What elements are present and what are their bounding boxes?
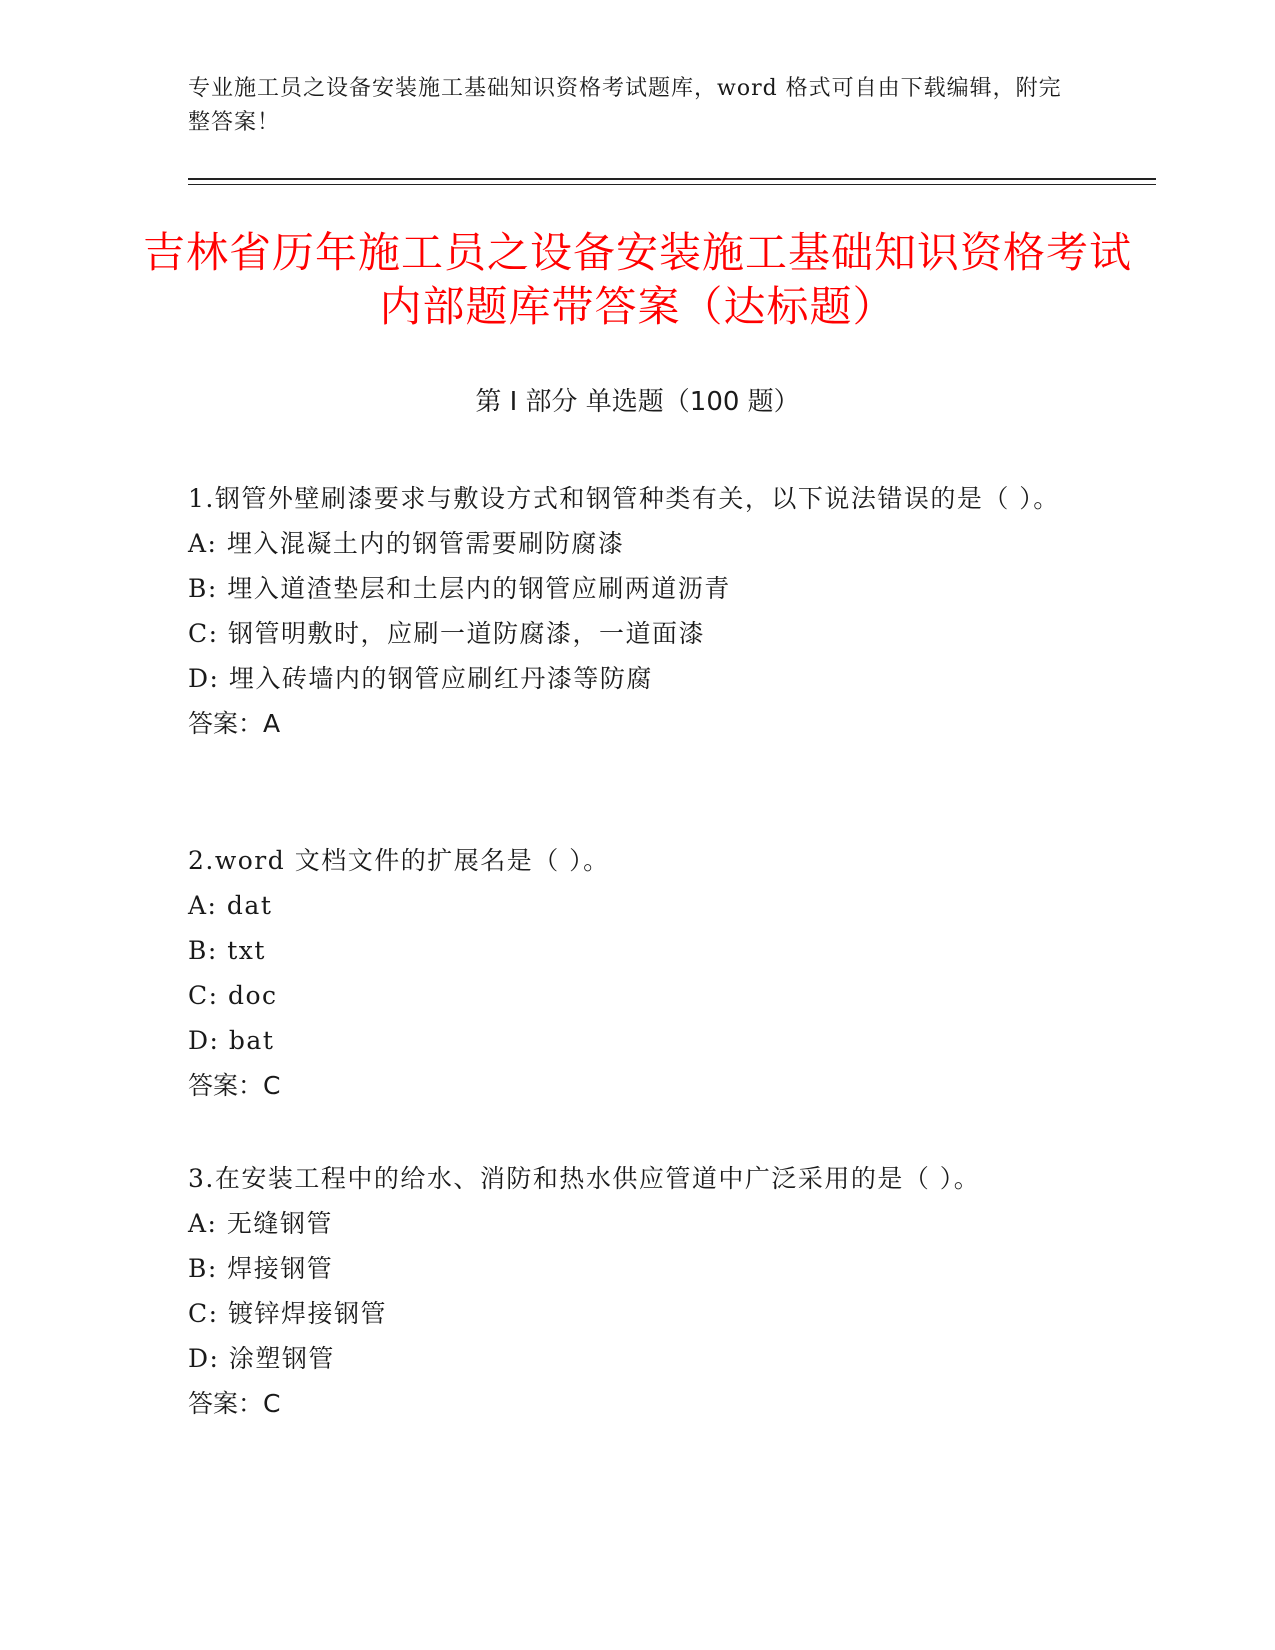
- header-divider-thin: [188, 184, 1156, 185]
- option-a: A: 埋入混凝土内的钢管需要刷防腐漆: [188, 529, 625, 558]
- option-b: B: 埋入道渣垫层和土层内的钢管应刷两道沥青: [188, 574, 731, 603]
- document-title: 吉林省历年施工员之设备安装施工基础知识资格考试内部题库带答案（达标题）: [142, 228, 1132, 331]
- answer: 答案：A: [188, 709, 281, 738]
- option-c: C: doc: [188, 981, 278, 1010]
- answer: 答案：C: [188, 1071, 281, 1100]
- question-1: [188, 477, 1068, 747]
- option-d: D: 埋入砖墙内的钢管应刷红丹漆等防腐: [188, 664, 653, 693]
- question-2: [188, 839, 1068, 1109]
- header-divider-thick: [188, 178, 1156, 180]
- option-b: B: 焊接钢管: [188, 1254, 334, 1283]
- question-stem: 1.钢管外壁刷漆要求与敷设方式和钢管种类有关，以下说法错误的是（ ）。: [188, 484, 1060, 513]
- question-3: [188, 1157, 1068, 1427]
- option-b: B: txt: [188, 936, 266, 965]
- header-note: 专业施工员之设备安装施工基础知识资格考试题库，word 格式可自由下载编辑，附完整答案！: [188, 76, 1062, 135]
- option-c: C: 钢管明敷时，应刷一道防腐漆，一道面漆: [188, 619, 705, 648]
- answer: 答案：C: [188, 1389, 281, 1418]
- option-d: D: 涂塑钢管: [188, 1344, 335, 1373]
- option-a: A: dat: [188, 891, 273, 920]
- question-stem: 3.在安装工程中的给水、消防和热水供应管道中广泛采用的是（ ）。: [188, 1164, 981, 1193]
- question-stem: 2.word 文档文件的扩展名是（ ）。: [188, 846, 610, 875]
- option-c: C: 镀锌焊接钢管: [188, 1299, 387, 1328]
- option-d: D: bat: [188, 1026, 275, 1055]
- option-a: A: 无缝钢管: [188, 1209, 333, 1238]
- section-title: 第 I 部分 单选题（100 题）: [475, 387, 800, 417]
